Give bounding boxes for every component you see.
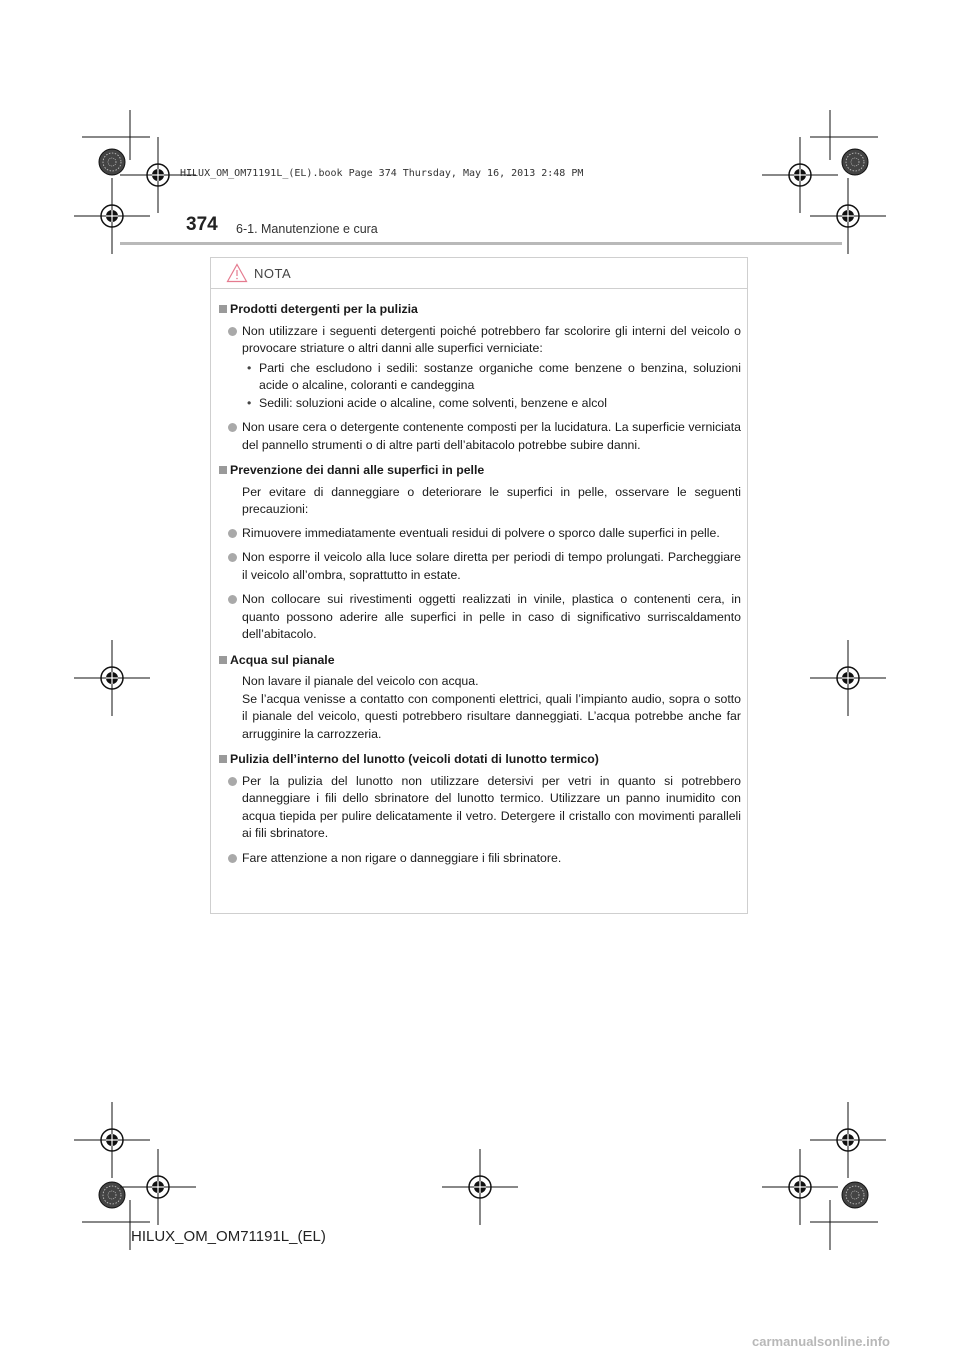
- note-label: NOTA: [254, 265, 292, 281]
- star-target-icon: [842, 1182, 868, 1208]
- note-section: [217, 462, 741, 644]
- bullet-item: Per la pulizia del lunotto non utilizzare detersivi per vetri in quanto si potrebbero danneggiare i fili dello sbrinatore del lunotto termico. Utilizzare un panno inumidito con acqua tiepida per pulire delicatamente il vetro. Detergere il cristallo con movimenti paralleli ai fili sbrinatore.: [217, 773, 741, 843]
- star-target-icon: [842, 149, 868, 175]
- bullet-item: Non utilizzare i seguenti detergenti poiché potrebbero far scolorire gli interni del veicolo o provocare striature o altri danni alle superfici verniciate: • Parti che escludono i sedili: sostanze organiche come benzene o benzina, soluzioni acide o alcaline, coloranti e candeggina • Sedili: soluzioni acide o alcaline, come solventi, benzene e alcol: [217, 323, 741, 413]
- round-bullet-icon: [228, 327, 237, 336]
- star-target-icon: [99, 1182, 125, 1208]
- sub-item: • Sedili: soluzioni acide o alcaline, come solventi, benzene e alcol: [247, 395, 741, 413]
- round-bullet-icon: [228, 595, 237, 604]
- header-rule: [120, 242, 842, 245]
- square-bullet-icon: [219, 305, 227, 313]
- section-paragraph: Non lavare il pianale del veicolo con acqua.: [242, 674, 479, 688]
- bullet-item: Non esporre il veicolo alla luce solare diretta per periodi di tempo prolungati. Parcheggiare il veicolo all’ombra, soprattutto in estate.: [217, 549, 741, 584]
- note-section: [217, 652, 741, 744]
- warning-triangle-icon: [226, 263, 248, 283]
- round-bullet-icon: [228, 553, 237, 562]
- watermark: carmanualsonline.info: [752, 1334, 890, 1349]
- note-body: [211, 289, 747, 867]
- square-bullet-icon: [219, 656, 227, 664]
- footer-code: HILUX_OM_OM71191L_(EL): [131, 1228, 326, 1245]
- section-heading: Pulizia dell’interno del lunotto (veicoli dotati di lunotto termico): [217, 751, 741, 769]
- round-bullet-icon: [228, 423, 237, 432]
- note-box: [210, 257, 748, 914]
- section-heading: Acqua sul pianale: [217, 652, 741, 670]
- print-info: HILUX_OM_OM71191L_(EL).book Page 374 Thursday, May 16, 2013 2:48 PM: [180, 168, 584, 179]
- round-bullet-icon: [228, 529, 237, 538]
- section-title: 6-1. Manutenzione e cura: [236, 222, 378, 236]
- bullet-item: Non collocare sui rivestimenti oggetti realizzati in vinile, plastica o contenenti cera, in quanto possono aderire alle superfici in pelle in caso di significativo surriscaldamento dell’abitacolo.: [217, 591, 741, 644]
- round-bullet-icon: [228, 777, 237, 786]
- round-bullet-icon: [228, 854, 237, 863]
- note-section: [217, 301, 741, 454]
- note-section: [217, 751, 741, 867]
- bullet-item: Fare attenzione a non rigare o danneggiare i fili sbrinatore.: [217, 850, 741, 868]
- section-paragraph: Se l’acqua venisse a contatto con componenti elettrici, quali l’impianto audio, sopra o sotto il pianale del veicolo, questi potrebbero risultare danneggiati. L’acqua potrebbe anche far arrugginire la carrozzeria.: [242, 691, 741, 741]
- section-heading: Prevenzione dei danni alle superfici in pelle: [217, 462, 741, 480]
- sub-item: • Parti che escludono i sedili: sostanze organiche come benzene o benzina, soluzioni acide o alcaline, coloranti e candeggina: [247, 360, 741, 395]
- section-heading: Prodotti detergenti per la pulizia: [217, 301, 741, 319]
- square-bullet-icon: [219, 466, 227, 474]
- bullet-item: Non usare cera o detergente contenente composti per la lucidatura. La superficie verniciata del pannello strumenti o di altre parti dell’abitacolo potrebbe subire danni.: [217, 419, 741, 454]
- square-bullet-icon: [219, 755, 227, 763]
- star-target-icon: [99, 149, 125, 175]
- page-number: 374: [186, 214, 218, 235]
- section-intro: Per evitare di danneggiare o deteriorare le superfici in pelle, osservare le seguenti precauzioni:: [242, 484, 741, 516]
- bullet-item: Rimuovere immediatamente eventuali residui di polvere o sporco dalle superfici in pelle.: [217, 525, 741, 543]
- note-header: [211, 258, 747, 289]
- sub-list: [242, 360, 741, 413]
